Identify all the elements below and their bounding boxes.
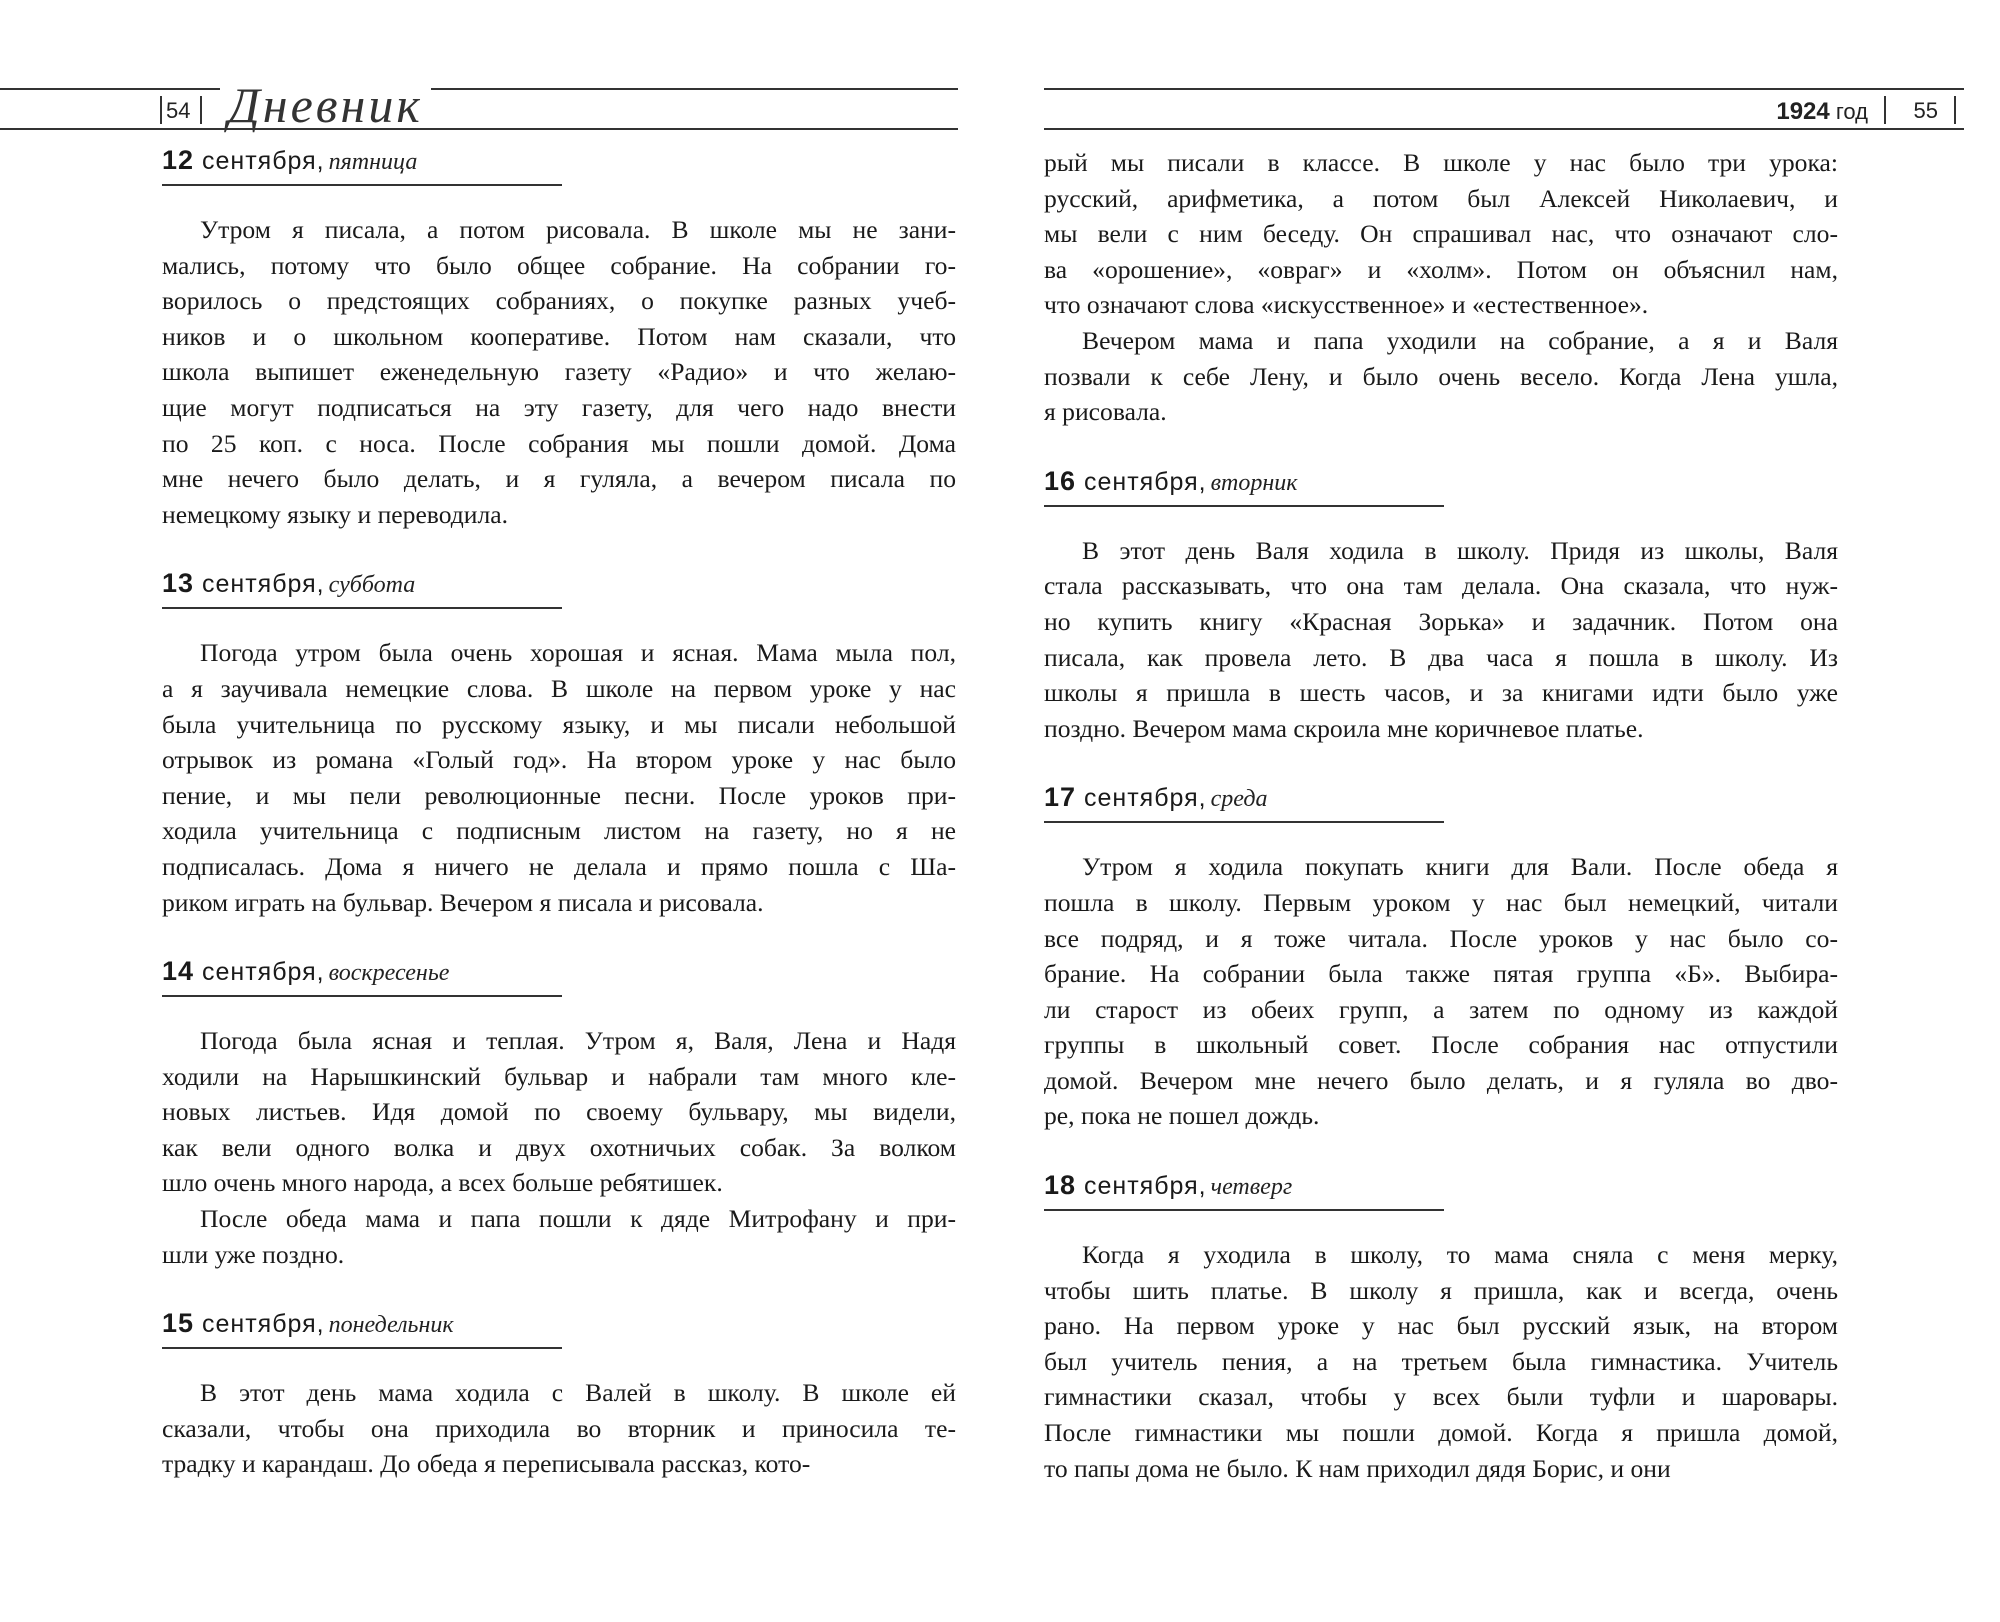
text-line: После обеда мама и папа пошли к дяде Митрофану и при-	[200, 1204, 956, 1234]
entry-weekday: среда	[1210, 786, 1268, 813]
entry-day: 14	[162, 956, 195, 987]
text-line: школа выпишет еженедельную газету «Радио» и что желаю-	[162, 357, 956, 387]
entry-date	[162, 147, 325, 175]
entry-month: сентября,	[1084, 1172, 1207, 1201]
entry-date-heading	[162, 568, 562, 609]
text-line: группы в школьный совет. После собрания нас отпустили	[1044, 1030, 1838, 1060]
text-line: поздно. Вечером мама скроила мне коричневое платье.	[1044, 713, 1644, 743]
text-line: пошла в школу. Первым уроком у нас был немецкий, читали	[1044, 887, 1838, 917]
text-line: ва «орошение», «овраг» и «холм». Потом он объяснил нам,	[1044, 254, 1838, 284]
running-title: Дневник	[220, 76, 431, 134]
text-column-left	[162, 145, 956, 1482]
running-header-left	[0, 77, 958, 133]
paragraph	[1044, 1237, 1838, 1486]
text-line: все подряд, и я тоже читала. После уроков у нас было со-	[1044, 923, 1838, 953]
header-rule-top	[0, 88, 958, 90]
text-line: шло очень много народа, а всех больше ребятишек.	[162, 1168, 723, 1198]
text-line: по 25 коп. с носа. После собрания мы пошли домой. Дома	[162, 428, 956, 458]
text-line: рый мы писали в классе. В школе у нас было три урока:	[1044, 148, 1838, 177]
header-separator	[160, 96, 162, 124]
paragraph	[1044, 533, 1838, 747]
entry-weekday: пятница	[328, 149, 418, 175]
text-line: что означают слова «искусственное» и «естественное».	[1044, 290, 1649, 320]
entry-month: сентября,	[202, 147, 325, 175]
text-line: подписалась. Дома я ничего не делала и прямо пошла с Ша-	[162, 851, 956, 881]
entry-date	[1044, 784, 1207, 812]
text-line: была учительница по русскому языку, и мы писали небольшой	[162, 709, 956, 739]
text-line: Вечером мама и папа уходили на собрание, а я и Валя	[1082, 325, 1838, 355]
text-line: ворилось о предстоящих собраниях, о покупке разных учеб-	[162, 286, 956, 316]
entry-date-heading	[162, 145, 562, 186]
entry-month: сентября,	[1084, 467, 1207, 496]
entry-date-heading	[1044, 466, 1444, 507]
entry-date-heading	[1044, 1170, 1444, 1211]
text-line: традку и карандаш. До обеда я переписывала рассказ, кото-	[162, 1449, 811, 1479]
entry-weekday: вторник	[1210, 469, 1298, 496]
text-line: мне нечего было делать, и я гуляла, а вечером писала по	[162, 464, 956, 494]
text-line: ходили на Нарышкинский бульвар и набрали там много кле-	[162, 1061, 956, 1091]
entry-weekday: воскресенье	[328, 960, 450, 987]
text-line: школы я пришла в шесть часов, и за книгами идти было уже	[1044, 678, 1838, 708]
header-rule-bottom	[1044, 128, 1964, 130]
entry-weekday: суббота	[328, 572, 416, 599]
text-line: Утром я писала, а потом рисовала. В школе мы не зани-	[200, 215, 956, 244]
header-separator	[1884, 96, 1886, 124]
text-line: Погода утром была очень хорошая и ясная. Мама мыла пол,	[200, 638, 956, 668]
entry-date	[162, 570, 325, 598]
page-number: 55	[1913, 98, 1938, 123]
entry-month: сентября,	[1084, 784, 1207, 813]
entry-month: сентября,	[202, 958, 325, 987]
text-line: но купить книгу «Красная Зорька» и задачник. Потом она	[1044, 606, 1838, 636]
text-line: риком играть на бульвар. Вечером я писала и рисовала.	[162, 887, 764, 917]
year-word: год	[1835, 99, 1868, 124]
text-line: немецкому языку и переводила.	[162, 499, 509, 529]
paragraph	[1044, 145, 1838, 323]
text-line: мы вели с ним беседу. Он спрашивал нас, что означают сло-	[1044, 219, 1838, 249]
text-line: Утром я ходила покупать книги для Вали. После обеда я	[1082, 852, 1838, 882]
text-line: Погода была ясная и теплая. Утром я, Валя, Лена и Надя	[200, 1026, 956, 1056]
entry-date	[1044, 1172, 1207, 1200]
text-line: После гимнастики мы пошли домой. Когда я пришла домой,	[1044, 1418, 1838, 1448]
entry-date-heading	[162, 956, 562, 997]
paragraph	[162, 1023, 956, 1201]
text-line: стала рассказывать, что она там делала. Она сказала, что нуж-	[1044, 571, 1838, 601]
entry-month: сентября,	[202, 1310, 325, 1339]
text-line: сказали, чтобы она приходила во вторник и приносила те-	[162, 1413, 956, 1443]
entry-day: 16	[1044, 465, 1077, 496]
running-year	[1776, 98, 1868, 126]
entry-date	[1044, 465, 1207, 496]
text-line: пение, и мы пели революционные песни. После уроков при-	[162, 780, 956, 810]
header-rule-bottom	[0, 128, 958, 130]
header-separator	[200, 96, 202, 124]
text-line: отрывок из романа «Голый год». На втором уроке у нас было	[162, 745, 956, 775]
entry-date-heading	[162, 1308, 562, 1349]
text-line: ре, пока не пошел дождь.	[1044, 1101, 1320, 1131]
entry-month: сентября,	[202, 570, 325, 599]
entry-day: 17	[1044, 782, 1077, 813]
entry-day: 15	[162, 1308, 195, 1339]
text-line: чтобы шить платье. В школу я пришла, как и всегда, очень	[1044, 1275, 1838, 1305]
header-separator	[1954, 96, 1956, 124]
text-line: был учитель пения, а на третьем была гимнастика. Учитель	[1044, 1346, 1838, 1376]
entry-date	[162, 1310, 325, 1338]
entry-date-heading	[1044, 782, 1444, 823]
right-page	[1000, 0, 2000, 1622]
text-line: то папы дома не было. К нам приходил дядя Борис, и они	[1044, 1453, 1671, 1483]
text-line: домой. Вечером мне нечего было делать, и я гуляла во дво-	[1044, 1065, 1838, 1095]
text-line: а я заучивала немецкие слова. В школе на первом уроке у нас	[162, 673, 956, 703]
entry-date	[162, 958, 325, 986]
entry-day: 13	[162, 568, 195, 599]
paragraph	[162, 635, 956, 920]
entry-weekday: понедельник	[328, 1312, 454, 1339]
text-line: рано. На первом уроке у нас был русский язык, на втором	[1044, 1311, 1838, 1341]
paragraph	[1044, 323, 1838, 430]
paragraph	[162, 212, 956, 532]
paragraph	[1044, 849, 1838, 1134]
text-line: В этот день Валя ходила в школу. Придя из школы, Валя	[1082, 535, 1838, 565]
paragraph	[162, 1201, 956, 1272]
year-number: 1924	[1776, 98, 1830, 125]
text-line: ходила учительница с подписным листом на газету, но я не	[162, 816, 956, 846]
text-line: писала, как провела лето. В два часа я пошла в школу. Из	[1044, 642, 1838, 672]
text-line: позвали к себе Лену, и было очень весело. Когда Лена ушла,	[1044, 361, 1838, 391]
entry-day: 12	[162, 145, 195, 175]
text-line: шли уже поздно.	[162, 1239, 345, 1269]
text-line: как вели одного волка и двух охотничьих собак. За волком	[162, 1132, 956, 1162]
running-header-right	[1044, 88, 1964, 130]
entry-day: 18	[1044, 1170, 1077, 1201]
text-line: ли старост из обеих групп, а затем по одному из каждой	[1044, 994, 1838, 1024]
header-rule-top	[1044, 88, 1964, 90]
text-line: щие могут подписаться на эту газету, для чего надо внести	[162, 392, 956, 422]
text-line: ников и о школьном кооперативе. Потом нам сказали, что	[162, 321, 956, 351]
text-line: В этот день мама ходила с Валей в школу. В школе ей	[200, 1378, 956, 1408]
entry-weekday: четверг	[1210, 1174, 1293, 1201]
text-line: гимнастики сказал, чтобы у всех были туфли и шаровары.	[1044, 1382, 1838, 1412]
page-number: 54	[166, 98, 191, 123]
text-line: брание. На собрании была также пятая группа «Б». Выбира-	[1044, 959, 1838, 989]
text-line: Когда я уходила в школу, то мама сняла с меня мерку,	[1082, 1240, 1838, 1270]
text-line: мались, потому что было общее собрание. На собрании го-	[162, 250, 956, 280]
text-column-right	[1044, 145, 1838, 1486]
text-line: я рисовала.	[1044, 397, 1167, 427]
paragraph	[162, 1375, 956, 1482]
text-line: русский, арифметика, а потом был Алексей Николаевич, и	[1044, 183, 1838, 213]
text-line: новых листьев. Идя домой по своему бульвару, мы видели,	[162, 1097, 956, 1127]
